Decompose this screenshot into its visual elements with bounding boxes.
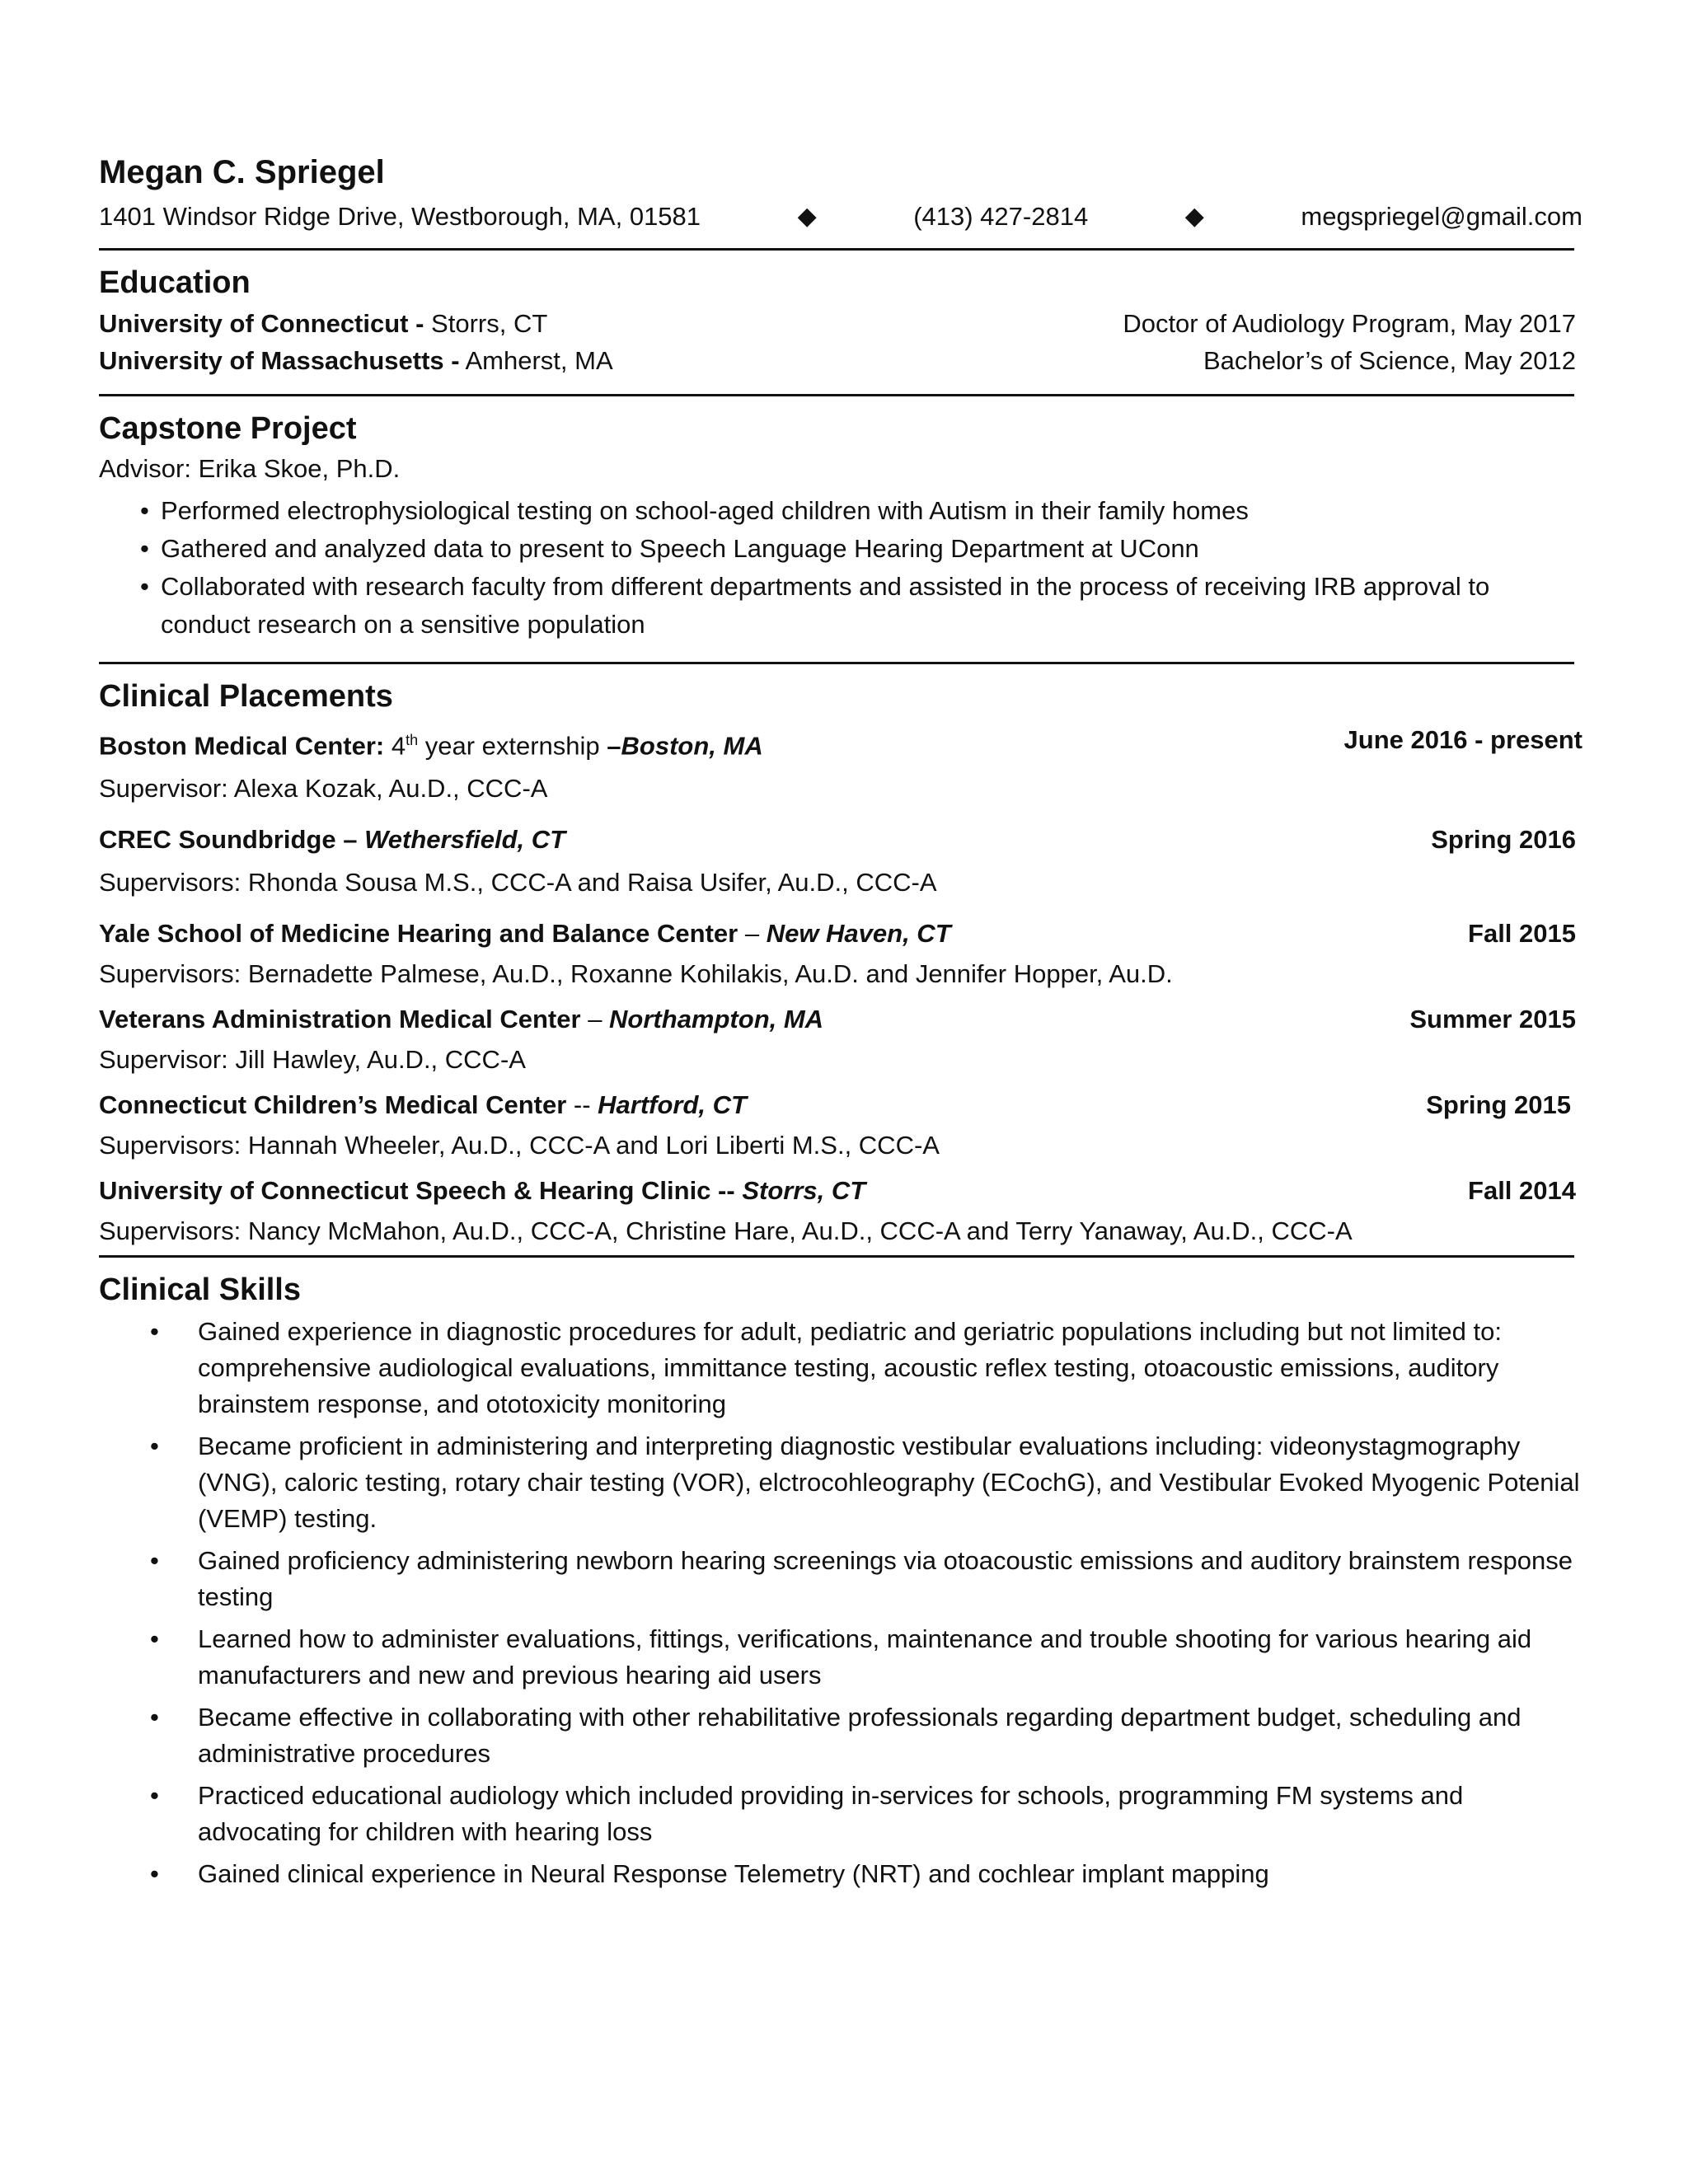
diamond-separator-icon: ◆ — [1184, 203, 1204, 230]
divider — [99, 248, 1574, 251]
degree: Doctor of Audiology Program, May 2017 — [1123, 309, 1576, 338]
supervisor: Supervisor: Jill Hawley, Au.D., CCC-A — [99, 1045, 526, 1075]
degree: Bachelor’s of Science, May 2012 — [1203, 346, 1576, 375]
diamond-separator-icon: ◆ — [797, 203, 817, 230]
school-location: Storrs, CT — [424, 309, 548, 338]
list-item: • Collaborated with research faculty from different departments and assisted in the process of receiving IRB approval to conduct research on a sensitive population — [99, 568, 1582, 644]
org-name: CREC Soundbridge – — [99, 825, 358, 855]
list-item: • Performed electrophysiological testing on school-aged children with Autism in their family homes — [99, 492, 1582, 530]
list-item: • Practiced educational audiology which included providing in-services for schools, programming FM systems and advocating for children with hearing loss — [99, 1778, 1582, 1850]
bullet-icon: • — [150, 1703, 159, 1732]
resume-page — [99, 152, 1582, 1898]
address: 1401 Windsor Ridge Drive, Westborough, MA, 01581 — [99, 202, 701, 231]
divider — [99, 1255, 1574, 1258]
list-item: • Became effective in collaborating with other rehabilitative professionals regarding department budget, scheduling and administrative procedures — [99, 1699, 1582, 1772]
supervisor: Supervisors: Hannah Wheeler, Au.D., CCC-A and Lori Liberti M.S., CCC-A — [99, 1131, 940, 1160]
placement-item: Veterans Administration Medical Center – Northampton, MA Summer 2015 Supervisor: Jill Hawley, Au.D., CCC-A — [99, 998, 1582, 1079]
capstone-list — [99, 492, 1582, 644]
org-name: Connecticut Children’s Medical Center — [99, 1090, 567, 1120]
bullet-icon: • — [150, 1781, 159, 1811]
placement-item — [99, 818, 1582, 904]
org-location: New Haven, CT — [766, 919, 951, 949]
placement-date: Summer 2015 — [1409, 1005, 1576, 1034]
list-item: • Gained proficiency administering newborn hearing screenings via otoacoustic emissions and auditory brainstem response testing — [99, 1543, 1582, 1615]
advisor: Advisor: Erika Skoe, Ph.D. — [99, 454, 401, 483]
list-item: • Gathered and analyzed data to present to Speech Language Hearing Department at UConn — [99, 530, 1582, 568]
section-title-skills: Clinical Skills — [99, 1272, 301, 1308]
placement-item: Boston Medical Center: 4th year externship –Boston, MA June 2016 - present Supervisor: Alexa Kozak, Au.D., CCC-A — [99, 719, 1582, 810]
skills-list — [99, 1314, 1582, 1892]
bullet-icon: • — [150, 1317, 159, 1347]
list-item: • Gained experience in diagnostic procedures for adult, pediatric and geriatric populations including but not limited to: comprehensive audiological evaluations, immittance testing, acoustic reflex testing, otoacoustic emissions, auditory brainstem response, and ototoxicity monitoring — [99, 1314, 1582, 1422]
bullet-icon: • — [140, 496, 149, 525]
placement-item — [99, 1169, 1582, 1250]
section-title-placements: Clinical Placements — [99, 679, 393, 714]
bullet-icon: • — [140, 534, 149, 563]
org-location: Northampton, MA — [609, 1005, 824, 1034]
bullet-icon: • — [140, 572, 149, 601]
list-item: • Gained clinical experience in Neural Response Telemetry (NRT) and cochlear implant mapping — [99, 1856, 1582, 1892]
divider — [99, 662, 1574, 664]
list-item: • Became proficient in administering and interpreting diagnostic vestibular evaluations including: videonystagmography (VNG), caloric testing, rotary chair testing (VOR), elctrocohleography (ECochG), and Vestibular Evoked Myogenic Potenial (VEMP) testing. — [99, 1428, 1582, 1537]
org-name: Boston Medical Center: — [99, 731, 385, 761]
candidate-name: Megan C. Spriegel — [99, 154, 385, 190]
org-name: University of Connecticut Speech & Hearing Clinic -- — [99, 1176, 735, 1206]
org-name: Veterans Administration Medical Center — [99, 1005, 581, 1034]
bullet-icon: • — [150, 1432, 159, 1461]
school-location: Amherst, MA — [459, 346, 613, 375]
supervisor: Supervisor: Alexa Kozak, Au.D., CCC-A — [99, 774, 548, 804]
supervisor: Supervisors: Nancy McMahon, Au.D., CCC-A, Christine Hare, Au.D., CCC-A and Terry Yanaway, Au.D., CCC-A — [99, 1216, 1353, 1246]
education-item — [99, 305, 1582, 342]
phone: (413) 427-2814 — [913, 202, 1089, 231]
email-link[interactable]: megspriegel@gmail.com — [1301, 202, 1582, 231]
placement-date: June 2016 - present — [1343, 725, 1582, 754]
bullet-icon: • — [150, 1546, 159, 1576]
org-location: Storrs, CT — [742, 1176, 866, 1206]
bullet-icon: • — [150, 1624, 159, 1654]
list-item: • Learned how to administer evaluations, fittings, verifications, maintenance and trouble shooting for various hearing aid manufacturers and new and previous hearing aid users — [99, 1621, 1582, 1694]
org-location: Boston, MA — [621, 731, 763, 761]
supervisor: Supervisors: Bernadette Palmese, Au.D., Roxanne Kohilakis, Au.D. and Jennifer Hopper, Au.D. — [99, 959, 1173, 989]
supervisor: Supervisors: Rhonda Sousa M.S., CCC-A and Raisa Usifer, Au.D., CCC-A — [99, 868, 937, 898]
placement-date: Spring 2015 — [1426, 1090, 1571, 1120]
placement-date: Fall 2014 — [1468, 1176, 1576, 1206]
org-name: Yale School of Medicine Hearing and Balance Center — [99, 919, 738, 949]
section-title-capstone: Capstone Project — [99, 411, 357, 446]
org-location: Wethersfield, CT — [364, 825, 566, 855]
placement-date: Fall 2015 — [1468, 919, 1576, 949]
school-name: University of Massachusetts - — [99, 346, 460, 375]
contact-line — [99, 200, 1582, 233]
org-location: Hartford, CT — [598, 1090, 747, 1120]
divider — [99, 394, 1574, 396]
education-item — [99, 342, 1582, 379]
bullet-icon: • — [150, 1859, 159, 1889]
placement-item: Connecticut Children’s Medical Center -- Hartford, CT Spring 2015 Supervisors: Hannah Wheeler, Au.D., CCC-A and Lori Liberti M.S., CCC-A — [99, 1084, 1582, 1165]
section-title-education: Education — [99, 265, 251, 300]
placement-item: Yale School of Medicine Hearing and Balance Center – New Haven, CT Fall 2015 Supervisors: Bernadette Palmese, Au.D., Roxanne Kohilakis, Au.D. and Jennifer Hopper, Au.D. — [99, 912, 1582, 993]
school-name: University of Connecticut - — [99, 309, 424, 338]
placement-date: Spring 2016 — [1431, 825, 1576, 855]
